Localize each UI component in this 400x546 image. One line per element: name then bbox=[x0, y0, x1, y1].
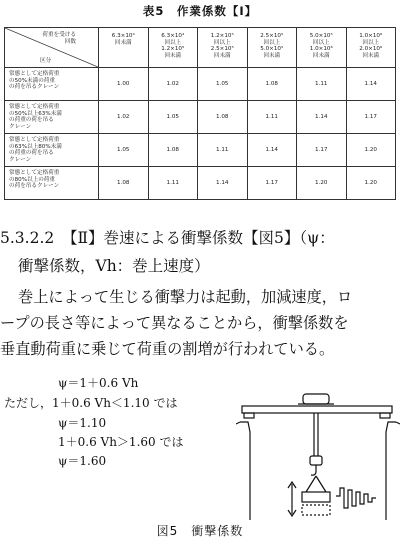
column-header: 1.2×10⁵ 回以上 2.5×10⁵ 回未満 bbox=[198, 28, 248, 68]
table-cell: 1.14 bbox=[297, 101, 347, 134]
table-caption: 表5 作業係数【Ⅰ】 bbox=[142, 4, 258, 18]
table-cell: 1.11 bbox=[247, 101, 297, 134]
table-cell: 1.14 bbox=[198, 167, 248, 200]
work-factor-table bbox=[4, 27, 396, 200]
table-cell: 1.05 bbox=[198, 68, 248, 101]
left-wall bbox=[240, 422, 250, 520]
table-corner-cell bbox=[5, 28, 99, 68]
table-cell: 1.14 bbox=[346, 68, 396, 101]
table-cell: 1.08 bbox=[99, 167, 149, 200]
table-cell: 1.11 bbox=[198, 134, 248, 167]
table-cell: 1.08 bbox=[247, 68, 297, 101]
crane-trolley bbox=[303, 394, 329, 404]
column-header: 6.3×10⁴ 回以上 1.2×10⁵ 回未満 bbox=[148, 28, 198, 68]
row-label: 常態として定格荷重 の63%以上80%未満 の荷重の荷を吊る クレーン bbox=[5, 134, 99, 167]
corner-header-count: 荷重を受ける 回数 bbox=[42, 32, 76, 45]
table-cell: 1.11 bbox=[297, 68, 347, 101]
table-cell: 1.11 bbox=[148, 167, 198, 200]
load-block bbox=[302, 492, 330, 502]
table-cell: 1.05 bbox=[99, 134, 149, 167]
row-label: 常態として定格荷重 の50%以上63%未満 の荷重の荷を吊る クレーン bbox=[5, 101, 99, 134]
section-heading-continued: 衝撃係数，Vh：巻上速度） bbox=[18, 257, 210, 275]
column-header: 6.3×10⁴ 回未満 bbox=[99, 28, 149, 68]
column-header: 1.0×10⁶ 回以上 2.0×10⁶ 回未満 bbox=[346, 28, 396, 68]
crane-impact-figure bbox=[236, 384, 400, 520]
table-cell: 1.08 bbox=[148, 134, 198, 167]
table-row bbox=[5, 68, 396, 101]
table-cell: 1.05 bbox=[148, 101, 198, 134]
column-header: 2.5×10⁵ 回以上 5.0×10⁵ 回未満 bbox=[247, 28, 297, 68]
hook-icon bbox=[311, 465, 316, 475]
row-label: 常態として定格荷重 の80%以上の荷重 の荷を吊るクレーン bbox=[5, 167, 99, 200]
formula-line: ψ＝1＋0.6 Vh bbox=[58, 376, 139, 390]
table-cell: 1.14 bbox=[247, 134, 297, 167]
crane-girder bbox=[242, 406, 392, 413]
right-wall bbox=[386, 422, 396, 520]
load-displaced bbox=[302, 505, 330, 515]
table-cell: 1.17 bbox=[247, 167, 297, 200]
formula-line: 1＋0.6 Vh＞1.60 では bbox=[58, 435, 184, 449]
paragraph-line: ープの長さ等によって異なることから，衝撃係数を bbox=[0, 314, 349, 332]
figure-caption: 図5 衝撃係数 bbox=[156, 524, 244, 538]
table-row bbox=[5, 167, 396, 200]
table-row bbox=[5, 101, 396, 134]
formula-line: ψ＝1.60 bbox=[58, 454, 107, 468]
table-cell: 1.17 bbox=[346, 101, 396, 134]
table-header-row bbox=[5, 28, 396, 68]
table-row bbox=[5, 134, 396, 167]
oscillation-wave bbox=[336, 488, 376, 508]
paragraph-line: 垂直動荷重に乗じて荷重の割増が行われている。 bbox=[0, 340, 335, 358]
table-cell: 1.00 bbox=[99, 68, 149, 101]
table-cell: 1.02 bbox=[148, 68, 198, 101]
row-label: 常態として定格荷重 の50%未満の荷重 の荷を吊るクレーン bbox=[5, 68, 99, 101]
table-cell: 1.20 bbox=[297, 167, 347, 200]
corner-header-category: 区分 bbox=[40, 58, 52, 65]
table-cell: 1.20 bbox=[346, 134, 396, 167]
paragraph-line: 巻上によって生じる衝撃力は起動，加減速度，ロ bbox=[18, 288, 353, 306]
column-header: 5.0×10⁵ 回以上 1.0×10⁶ 回未満 bbox=[297, 28, 347, 68]
table-cell: 1.02 bbox=[99, 101, 149, 134]
section-heading: 5.3.2.2 【Ⅱ】巻速による衝撃係数【図5】（ψ： bbox=[0, 229, 335, 247]
table-cell: 1.20 bbox=[346, 167, 396, 200]
table-cell: 1.08 bbox=[198, 101, 248, 134]
table-cell: 1.17 bbox=[297, 134, 347, 167]
hook-block bbox=[310, 456, 322, 465]
formula-line: ψ＝1.10 bbox=[58, 416, 107, 430]
formula-line: ただし，1＋0.6 Vh＜1.10 では bbox=[4, 396, 178, 410]
